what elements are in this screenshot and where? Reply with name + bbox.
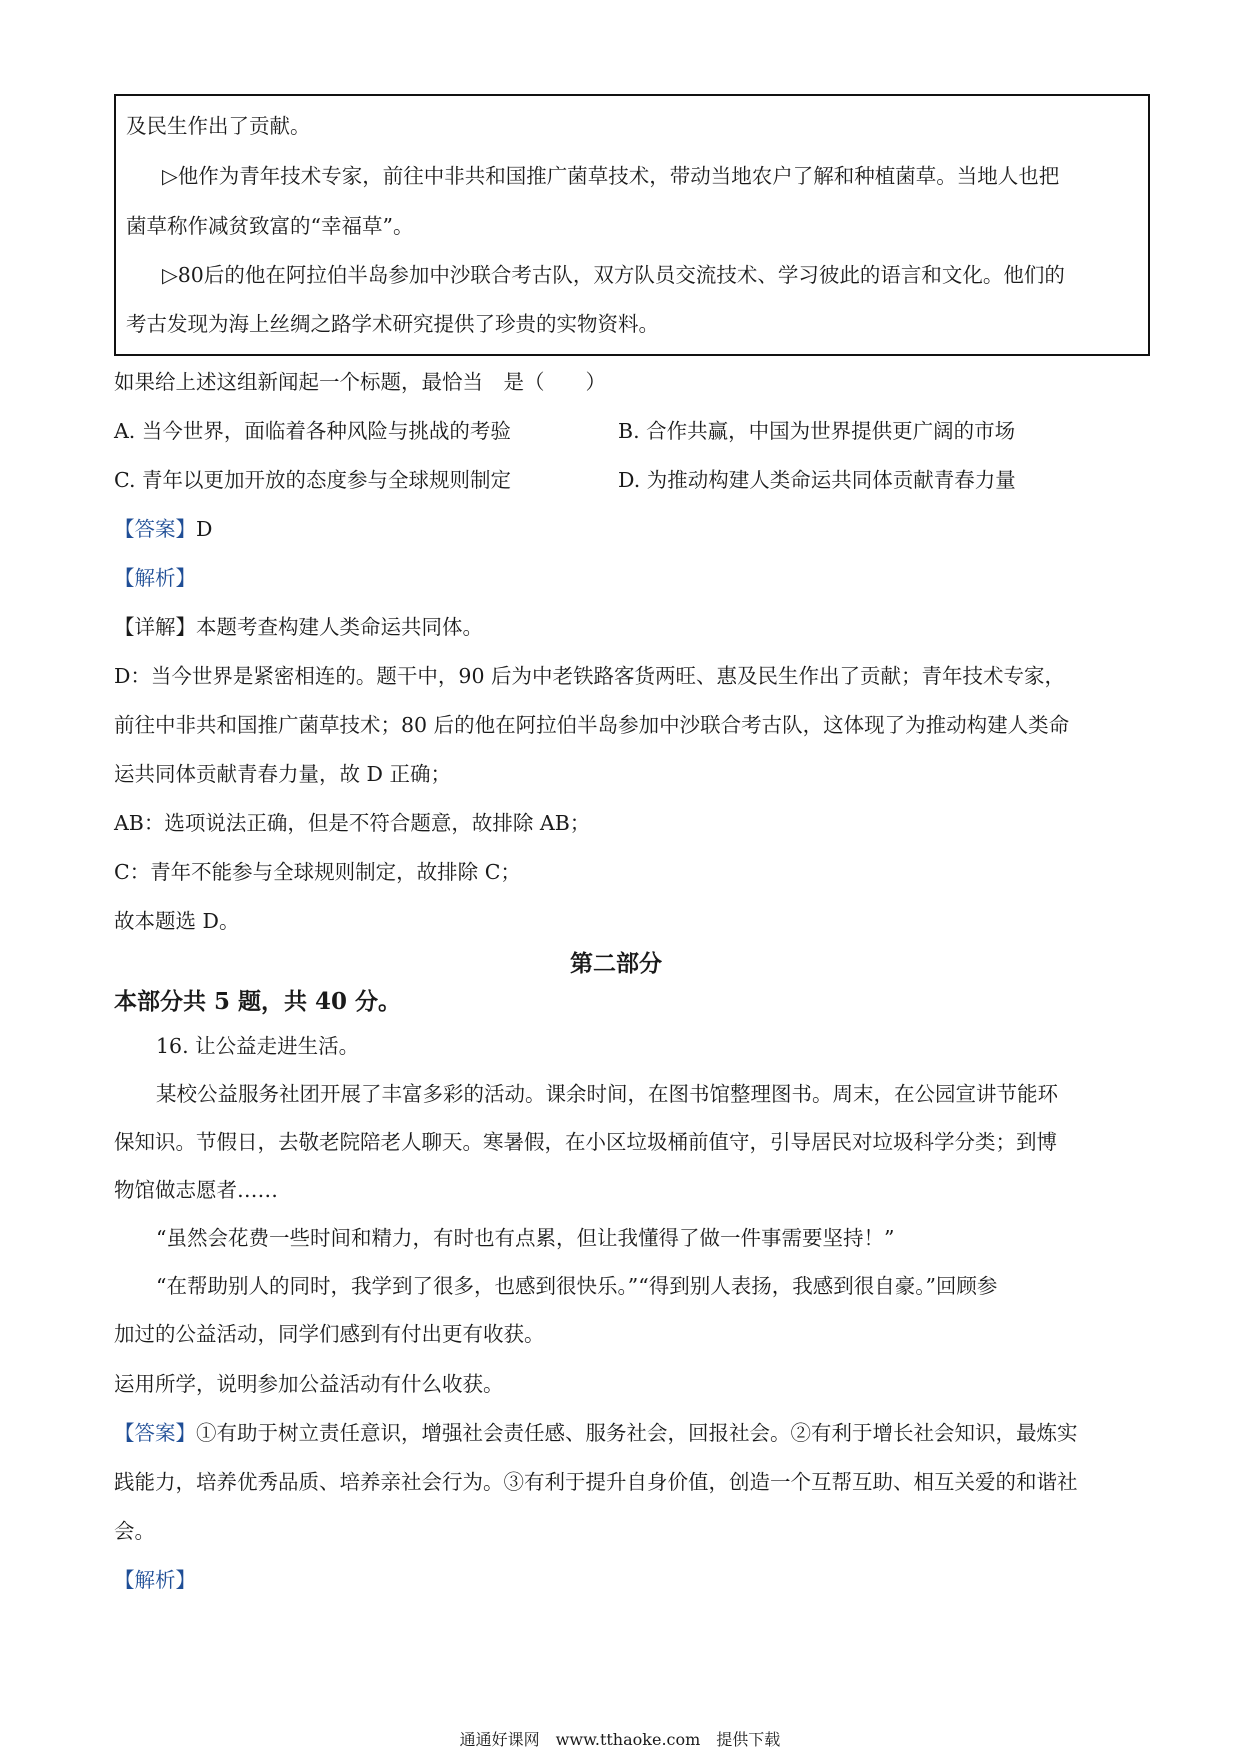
news-line-2: ▷他作为青年技术专家，前往中非共和国推广菌草技术，带动当地农户了解和种植菌草。当地人也把 xyxy=(162,164,1060,188)
q15-option-d: D. 为推动构建人类命运共同体贡献青春力量 xyxy=(618,468,1016,492)
q15-option-c: C. 青年以更加开放的态度参与全球规则制定 xyxy=(114,468,511,492)
news-line-4: ▷80后的他在阿拉伯半岛参加中沙联合考古队，双方队员交流技术、学习彼此的语言和文化。他们的 xyxy=(162,263,1065,287)
q15-option-a: A. 当今世界，面临着各种风险与挑战的考验 xyxy=(114,419,511,443)
part2-intro: 本部分共 5 题，共 40 分。 xyxy=(114,988,402,1015)
q16-p1-line-1: 某校公益服务社团开展了丰富多彩的活动。课余时间，在图书馆整理图书。周末，在公园宣讲节能环 xyxy=(156,1082,1058,1106)
q15-detail xyxy=(114,613,483,641)
answer-text: ①有助于树立责任意识，增强社会责任感、服务社会，回报社会。②有利于增长社会知识，最炼实 xyxy=(196,1421,1078,1445)
q15-ab-line: AB：选项说法正确，但是不符合题意，故排除 AB； xyxy=(114,811,591,835)
q15-d-line-2: 前往中非共和国推广菌草技术；80 后的他在阿拉伯半岛参加中沙联合考古队，这体现了为推动构建人类命 xyxy=(114,713,1070,737)
q16-title: 16. 让公益走进生活。 xyxy=(156,1034,360,1058)
answer-tag: 【答案】 xyxy=(114,517,196,541)
q16-p1-line-3: 物馆做志愿者…… xyxy=(114,1178,278,1202)
news-line-3: 菌草称作减贫致富的“幸福草”。 xyxy=(126,214,414,238)
q15-d-line-1: D：当今世界是紧密相连的。题干中，90 后为中老铁路客货两旺、惠及民生作出了贡献；青年技术专家， xyxy=(114,664,1066,688)
q15-analysis-tag: 【解析】 xyxy=(114,566,196,590)
q15-conclusion: 故本题选 D。 xyxy=(114,909,240,933)
q16-answer-line-1 xyxy=(114,1419,1078,1447)
q15-c-line: C：青年不能参与全球规则制定，故排除 C； xyxy=(114,860,521,884)
q16-p1-line-2: 保知识。节假日，去敬老院陪老人聊天。寒暑假，在小区垃圾桶前值守，引导居民对垃圾科学分类；到博 xyxy=(114,1130,1057,1154)
q16-analysis-tag: 【解析】 xyxy=(114,1568,196,1592)
q15-option-b: B. 合作共赢，中国为世界提供更广阔的市场 xyxy=(618,419,1016,443)
news-line-1: 及民生作出了贡献。 xyxy=(126,114,311,138)
q16-quote-2-line-1: “在帮助别人的同时，我学到了很多，也感到很快乐。”“得到别人表扬，我感到很自豪。”回顾参 xyxy=(156,1274,998,1298)
answer-value: D xyxy=(196,517,213,541)
q15-answer xyxy=(114,515,212,543)
detail-tag: 【详解】 xyxy=(114,615,196,639)
news-line-5: 考古发现为海上丝绸之路学术研究提供了珍贵的实物资料。 xyxy=(126,312,659,336)
q16-answer-line-3: 会。 xyxy=(114,1519,155,1543)
part2-title: 第二部分 xyxy=(570,950,662,977)
q16-answer-line-2: 践能力，培养优秀品质、培养亲社会行为。③有利于提升自身价值，创造一个互帮互助、相互关爱的和谐社 xyxy=(114,1470,1078,1494)
q15-d-line-3: 运共同体贡献青春力量，故 D 正确； xyxy=(114,762,451,786)
page-footer: 通通好课网 www.tthaoke.com 提供下载 xyxy=(459,1730,781,1749)
detail-text: 本题考查构建人类命运共同体。 xyxy=(196,615,483,639)
q16-quote-2-line-2: 加过的公益活动，同学们感到有付出更有收获。 xyxy=(114,1322,545,1346)
answer-tag: 【答案】 xyxy=(114,1421,196,1445)
q15-stem: 如果给上述这组新闻起一个标题，最恰当 是（ ） xyxy=(114,370,606,394)
q16-question: 运用所学，说明参加公益活动有什么收获。 xyxy=(114,1372,504,1396)
q16-quote-1: “虽然会花费一些时间和精力，有时也有点累，但让我懂得了做一件事需要坚持！” xyxy=(156,1226,895,1250)
